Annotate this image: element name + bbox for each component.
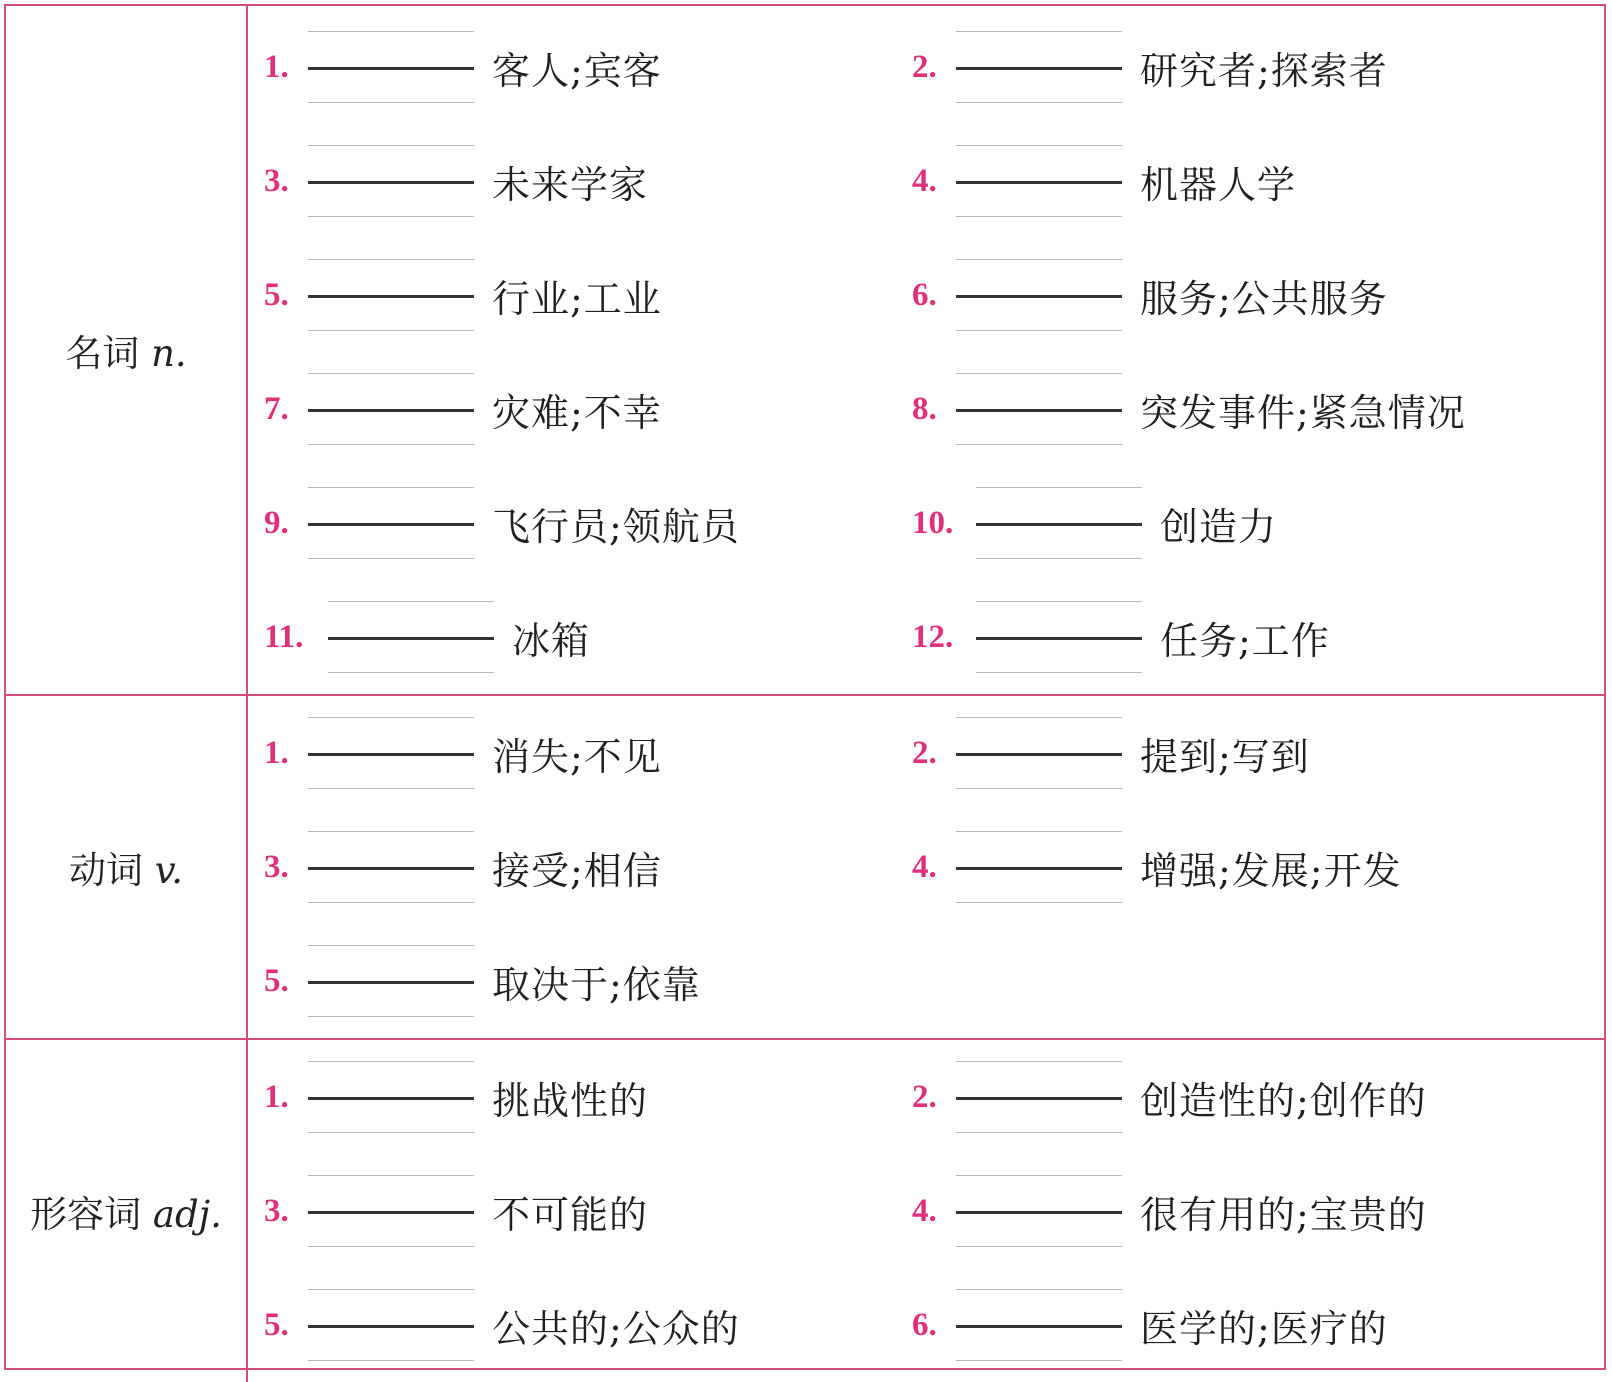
item-meaning: 突发事件;紧急情况 <box>1140 390 1466 435</box>
section-label-text: 形容词 <box>30 1193 142 1236</box>
item-number: 11. <box>264 618 304 655</box>
vocab-item <box>912 696 1604 810</box>
vocab-item <box>264 238 912 352</box>
section-label-text: 名词 <box>65 332 140 375</box>
item-number: 6. <box>912 276 937 313</box>
item-number: 2. <box>912 734 937 771</box>
vocab-item <box>912 1040 1604 1154</box>
item-number: 2. <box>912 48 937 85</box>
item-number: 5. <box>264 276 289 313</box>
section-label-text: 动词 <box>68 849 143 892</box>
item-number: 1. <box>264 734 289 771</box>
item-number: 4. <box>912 1192 937 1229</box>
item-number: 1. <box>264 1078 289 1115</box>
section-label-adjective <box>6 1039 247 1382</box>
answer-blank[interactable] <box>308 483 474 563</box>
item-meaning: 灾难;不幸 <box>492 390 662 435</box>
vocab-item <box>264 352 912 466</box>
item-meaning: 不可能的 <box>492 1192 649 1237</box>
item-meaning: 冰箱 <box>512 618 591 663</box>
item-meaning: 很有用的;宝贵的 <box>1140 1192 1427 1237</box>
answer-blank[interactable] <box>308 1057 474 1137</box>
answer-blank[interactable] <box>956 255 1122 335</box>
answer-blank[interactable] <box>956 1285 1122 1365</box>
item-meaning: 机器人学 <box>1140 162 1297 207</box>
answer-blank[interactable] <box>956 27 1122 107</box>
vocab-item <box>264 10 912 124</box>
item-number: 3. <box>264 848 289 885</box>
item-number: 1. <box>264 48 289 85</box>
vocab-item <box>912 10 1604 124</box>
section-label-abbr: n. <box>151 332 187 375</box>
answer-blank[interactable] <box>308 827 474 907</box>
item-meaning: 创造力 <box>1160 504 1278 549</box>
item-meaning: 增强;发展;开发 <box>1140 848 1402 893</box>
adjective-section <box>6 1039 1604 1382</box>
vocab-item <box>912 466 1604 580</box>
item-number: 10. <box>912 504 954 541</box>
answer-blank[interactable] <box>956 1057 1122 1137</box>
item-number: 6. <box>912 1306 937 1343</box>
item-meaning: 医学的;医疗的 <box>1140 1306 1388 1351</box>
vocab-item <box>912 1154 1604 1268</box>
answer-blank[interactable] <box>956 1171 1122 1251</box>
vocab-item <box>912 810 1604 924</box>
vocabulary-grid <box>6 6 1604 1382</box>
answer-blank[interactable] <box>308 369 474 449</box>
item-number: 5. <box>264 962 289 999</box>
item-number: 2. <box>912 1078 937 1115</box>
item-number: 4. <box>912 162 937 199</box>
vocab-item <box>264 1268 912 1382</box>
vocab-item <box>912 238 1604 352</box>
answer-blank[interactable] <box>308 713 474 793</box>
item-meaning: 创造性的;创作的 <box>1140 1078 1427 1123</box>
item-meaning: 研究者;探索者 <box>1140 48 1388 93</box>
item-number: 8. <box>912 390 937 427</box>
item-meaning: 行业;工业 <box>492 276 662 321</box>
verb-items <box>248 696 1604 1038</box>
section-label-abbr: adj. <box>152 1193 222 1236</box>
noun-section <box>6 6 1604 695</box>
vocab-item <box>264 924 912 1038</box>
vocab-item <box>264 580 912 694</box>
item-meaning: 挑战性的 <box>492 1078 649 1123</box>
item-number: 4. <box>912 848 937 885</box>
item-meaning: 飞行员;领航员 <box>492 504 740 549</box>
answer-blank[interactable] <box>308 255 474 335</box>
vocab-item <box>264 696 912 810</box>
vocabulary-table <box>4 4 1606 1370</box>
answer-blank[interactable] <box>976 483 1142 563</box>
section-label-verb <box>6 695 247 1039</box>
item-number: 3. <box>264 1192 289 1229</box>
noun-items <box>248 6 1604 694</box>
item-number: 3. <box>264 162 289 199</box>
answer-blank[interactable] <box>328 597 494 677</box>
item-number: 7. <box>264 390 289 427</box>
item-number: 12. <box>912 618 954 655</box>
vocab-item <box>912 1268 1604 1382</box>
item-meaning: 消失;不见 <box>492 734 662 779</box>
item-meaning: 公共的;公众的 <box>492 1306 740 1351</box>
item-number: 5. <box>264 1306 289 1343</box>
answer-blank[interactable] <box>308 1171 474 1251</box>
answer-blank[interactable] <box>308 141 474 221</box>
adjective-items <box>248 1040 1604 1382</box>
answer-blank[interactable] <box>956 141 1122 221</box>
vocab-item <box>912 580 1604 694</box>
item-meaning: 未来学家 <box>492 162 649 207</box>
section-label-abbr: v. <box>154 849 184 892</box>
item-meaning: 提到;写到 <box>1140 734 1310 779</box>
item-meaning: 接受;相信 <box>492 848 662 893</box>
verb-section <box>6 695 1604 1039</box>
answer-blank[interactable] <box>956 713 1122 793</box>
item-meaning: 任务;工作 <box>1160 618 1330 663</box>
answer-blank[interactable] <box>956 369 1122 449</box>
vocab-item <box>264 124 912 238</box>
item-meaning: 客人;宾客 <box>492 48 662 93</box>
answer-blank[interactable] <box>976 597 1142 677</box>
vocab-item <box>912 124 1604 238</box>
answer-blank[interactable] <box>308 941 474 1021</box>
answer-blank[interactable] <box>956 827 1122 907</box>
item-meaning: 取决于;依靠 <box>492 962 701 1007</box>
vocab-item <box>264 1040 912 1154</box>
answer-blank[interactable] <box>308 1285 474 1365</box>
item-number: 9. <box>264 504 289 541</box>
vocab-item <box>912 352 1604 466</box>
vocab-item <box>264 466 912 580</box>
vocab-item <box>264 810 912 924</box>
vocab-item <box>264 1154 912 1268</box>
section-label-noun <box>6 6 247 695</box>
answer-blank[interactable] <box>308 27 474 107</box>
item-meaning: 服务;公共服务 <box>1140 276 1388 321</box>
